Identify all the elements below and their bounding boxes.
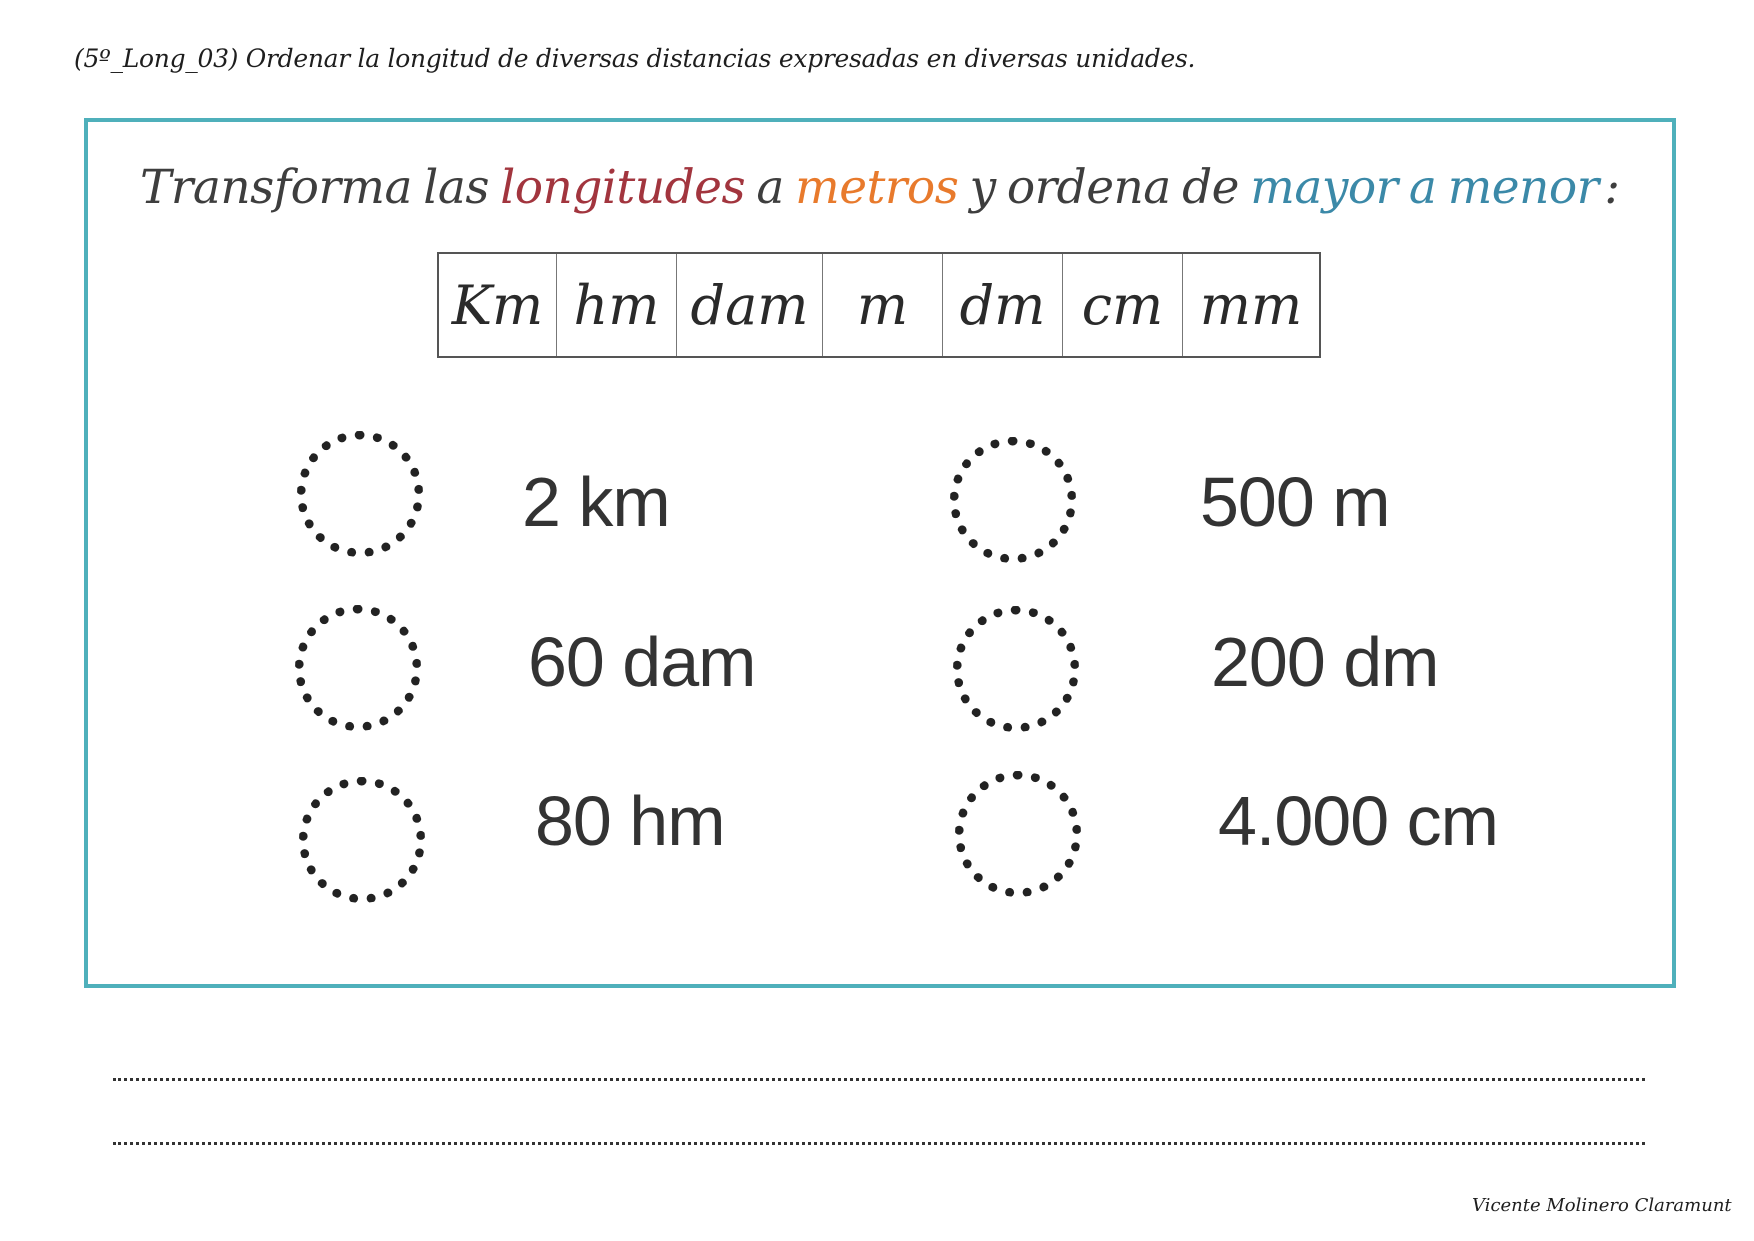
answer-line[interactable] xyxy=(113,1078,1645,1081)
answer-circle[interactable] xyxy=(950,437,1076,563)
instruction-text xyxy=(0,160,1754,215)
unit-cell-m: m xyxy=(823,254,943,356)
worksheet-code: (5º_Long_03) xyxy=(74,44,239,73)
answer-circle[interactable] xyxy=(299,777,425,903)
instruction-word-longitudes: longitudes xyxy=(500,160,746,215)
answer-circle[interactable] xyxy=(953,606,1079,732)
instruction-word: y xyxy=(969,160,996,215)
unit-conversion-table xyxy=(437,252,1321,358)
worksheet-header xyxy=(74,44,1195,73)
instruction-colon: : xyxy=(1604,160,1620,215)
quantity-label: 80 hm xyxy=(535,782,725,860)
instruction-word: a xyxy=(756,160,784,215)
unit-cell-km: Km xyxy=(439,254,557,356)
unit-cell-dam: dam xyxy=(677,254,823,356)
answer-circle[interactable] xyxy=(297,431,423,557)
instruction-word-mayor: mayor xyxy=(1250,160,1398,215)
instruction-word: de xyxy=(1182,160,1239,215)
instruction-word-a: a xyxy=(1408,160,1437,215)
answer-circle[interactable] xyxy=(955,771,1081,897)
instruction-word-menor: menor xyxy=(1447,160,1599,215)
quantity-label: 60 dam xyxy=(528,623,756,701)
instruction-word: las xyxy=(423,160,489,215)
instruction-word: Transforma xyxy=(140,160,413,215)
quantity-label: 2 km xyxy=(522,463,670,541)
answer-circle[interactable] xyxy=(295,605,421,731)
unit-cell-mm: mm xyxy=(1199,273,1303,337)
unit-cell-cm: cm xyxy=(1063,254,1183,356)
unit-cell-dm: dm xyxy=(943,254,1063,356)
worksheet-title: Ordenar la longitud de diversas distancias expresadas en diversas unidades. xyxy=(245,44,1196,73)
author-signature: Vicente Molinero Claramunt xyxy=(1472,1195,1732,1216)
quantity-label: 500 m xyxy=(1200,463,1390,541)
instruction-word-metros: metros xyxy=(795,160,959,215)
answer-line[interactable] xyxy=(113,1142,1645,1145)
quantity-label: 200 dm xyxy=(1211,623,1439,701)
quantity-label: 4.000 cm xyxy=(1218,782,1498,860)
unit-cell-hm: hm xyxy=(557,254,677,356)
instruction-word: ordena xyxy=(1006,160,1171,215)
